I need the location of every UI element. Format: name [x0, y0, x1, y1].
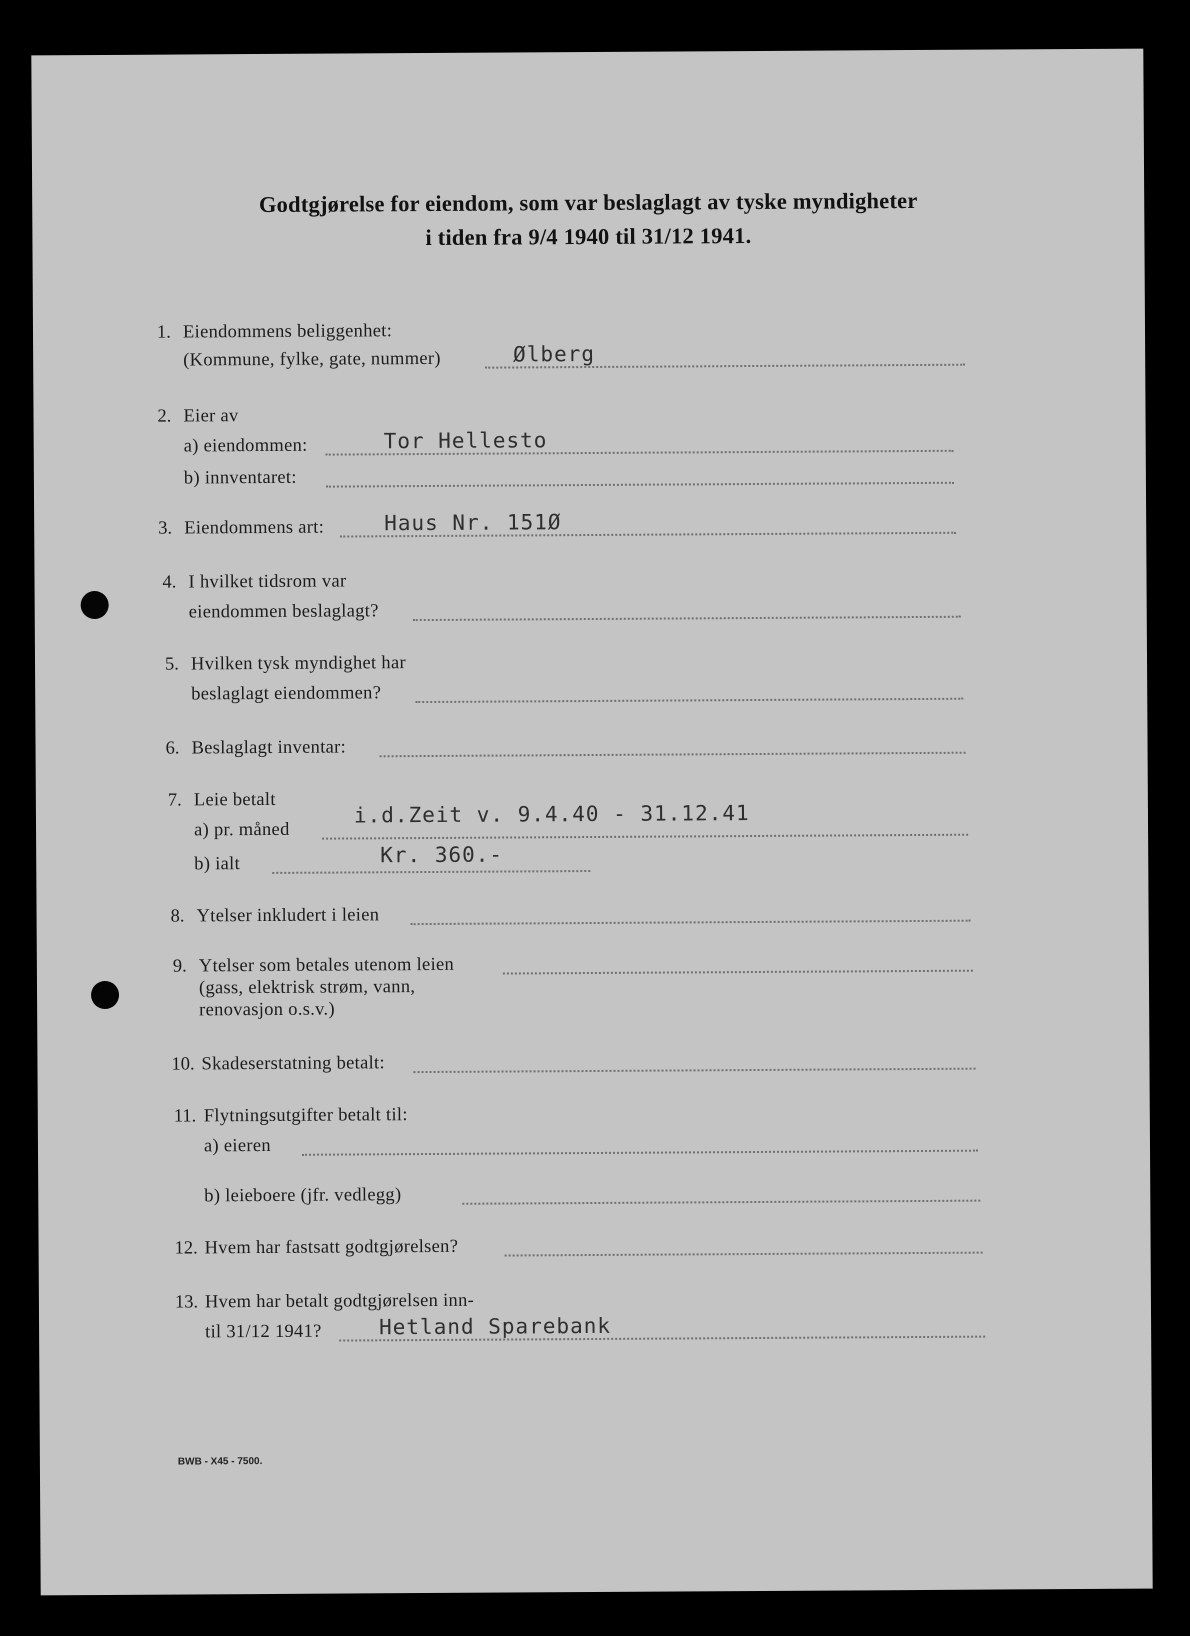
item-4-label: I hvilket tidsrom var: [188, 571, 347, 593]
item-2b-label: b) innventaret:: [183, 467, 297, 489]
item-7a-fill-line: [322, 834, 968, 840]
item-1-label: Eiendommens beliggenhet:: [182, 321, 393, 343]
form-print-code: BWB - X45 - 7500.: [177, 1456, 263, 1468]
item-5-label: Hvilken tysk myndighet har: [190, 653, 406, 675]
item-9-number: 9.: [172, 956, 187, 977]
form-title-line-2: i tiden fra 9/4 1940 til 31/12 1941.: [425, 223, 752, 251]
item-4-sublabel: eiendommen beslaglagt?: [188, 601, 379, 623]
item-2b-fill-line: [326, 482, 954, 488]
item-1-sublabel: (Kommune, fylke, gate, nummer): [183, 348, 441, 371]
punch-hole-top: [81, 591, 109, 619]
item-11-label: Flytningsutgifter betalt til:: [203, 1105, 408, 1127]
form-title-line-1: Godtgjørelse for eiendom, som var beslaglagt av tyske myndigheter: [258, 188, 918, 218]
item-11a-label: a) eieren: [203, 1135, 271, 1157]
item-2-number: 2.: [157, 406, 172, 427]
item-4-fill-line: [413, 616, 961, 621]
item-5-fill-line: [415, 698, 963, 703]
item-10-number: 10.: [171, 1054, 195, 1075]
item-2a-value: Tor Hellesto: [383, 428, 548, 454]
item-13-number: 13.: [174, 1292, 199, 1313]
item-9-sublabel-1: (gass, elektrisk strøm, vann,: [198, 977, 416, 999]
item-7-label: Leie betalt: [193, 789, 276, 811]
item-7a-label: a) pr. måned: [193, 819, 290, 841]
item-5-sublabel: beslaglagt eiendommen?: [191, 683, 382, 705]
item-6-fill-line: [380, 752, 966, 758]
item-11a-fill-line: [302, 1150, 978, 1156]
item-11b-fill-line: [462, 1200, 980, 1205]
item-1-value: Ølberg: [513, 341, 596, 367]
item-7b-fill-line: [272, 870, 590, 874]
item-2a-label: a) eiendommen:: [183, 435, 308, 457]
item-3-label: Eiendommens art:: [184, 517, 325, 539]
item-3-value: Haus Nr. 151Ø: [384, 510, 562, 536]
item-9-label: Ytelser som betales utenom leien: [198, 954, 455, 977]
item-9-sublabel-2: renovasjon o.s.v.): [199, 999, 335, 1021]
punch-hole-bottom: [91, 981, 119, 1009]
item-7b-label: b) ialt: [194, 854, 241, 875]
item-1-number: 1.: [156, 322, 171, 343]
item-2-label: Eier av: [183, 406, 239, 427]
item-11b-label: b) leieboere (jfr. vedlegg): [204, 1185, 402, 1207]
item-11-number: 11.: [173, 1106, 197, 1127]
item-12-fill-line: [505, 1252, 983, 1257]
item-10-label: Skadeserstatning betalt:: [201, 1053, 385, 1075]
form-page: [31, 49, 1152, 1596]
item-8-number: 8.: [170, 906, 185, 927]
item-12-label: Hvem har fastsatt godtgjørelsen?: [204, 1236, 459, 1259]
item-7a-value: i.d.Zeit v. 9.4.40 - 31.12.41: [353, 801, 750, 828]
item-7b-value: Kr. 360.-: [380, 842, 504, 868]
item-10-fill-line: [414, 1068, 976, 1073]
item-6-number: 6.: [165, 738, 180, 759]
item-6-label: Beslaglagt inventar:: [191, 737, 347, 759]
item-12-number: 12.: [174, 1238, 198, 1259]
item-4-number: 4.: [162, 572, 177, 593]
item-13-label: Hvem har betalt godtgjørelsen inn-: [204, 1290, 475, 1313]
item-13-sublabel: til 31/12 1941?: [205, 1321, 322, 1343]
item-7-number: 7.: [167, 790, 182, 811]
item-5-number: 5.: [164, 654, 179, 675]
item-13-value: Hetland Sparebank: [379, 1313, 612, 1340]
item-3-number: 3.: [158, 518, 173, 539]
item-8-label: Ytelser inkludert i leien: [196, 905, 380, 927]
item-9-fill-line: [503, 970, 973, 975]
item-8-fill-line: [411, 920, 971, 925]
